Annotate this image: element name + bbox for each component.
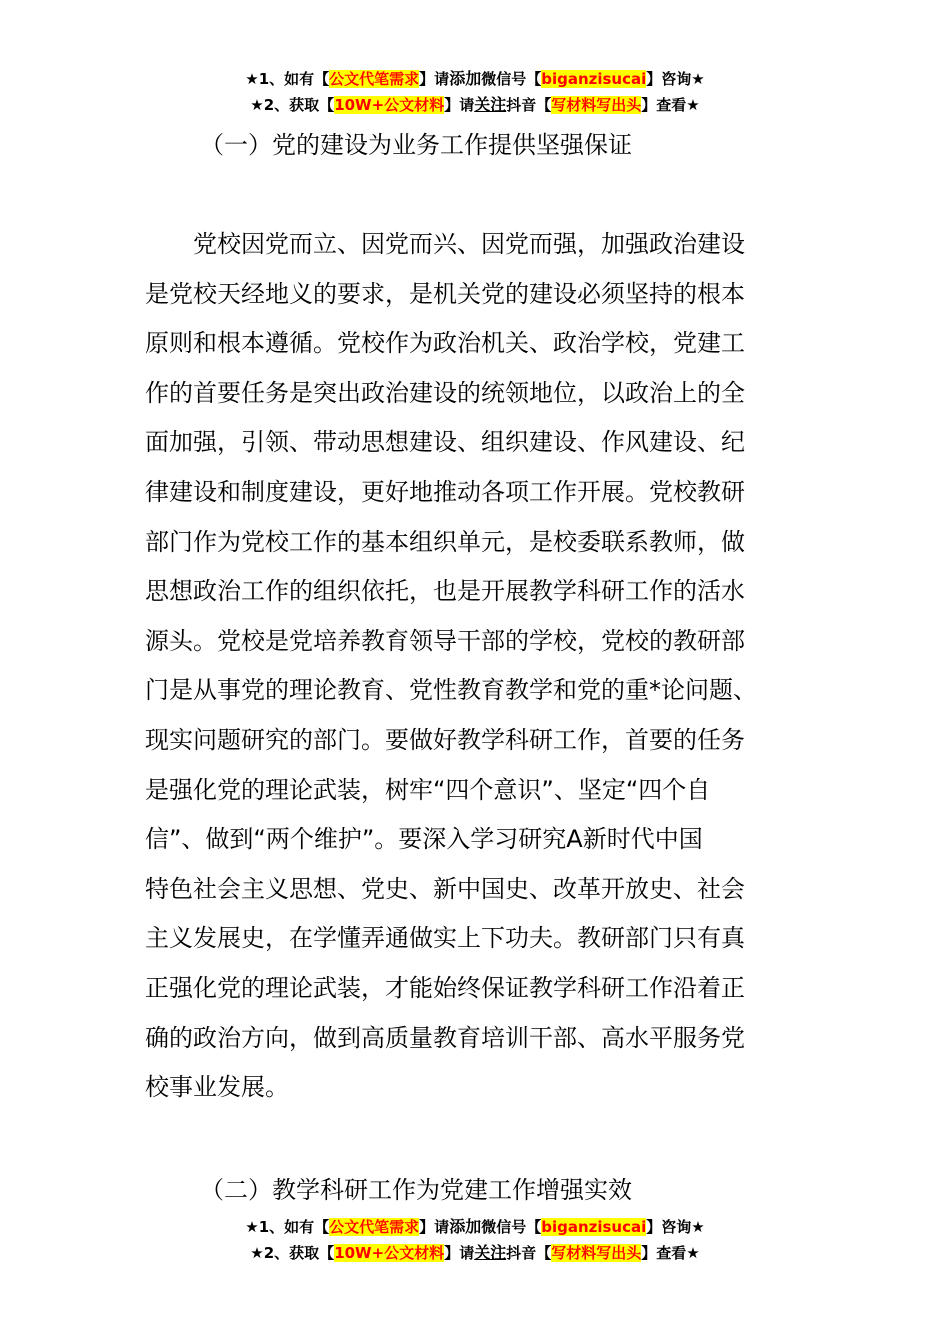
section-heading-2: （二）教学科研工作为党建工作增强实效 <box>200 1176 632 1204</box>
highlight-wechat-id: biganzisucai <box>541 1218 647 1236</box>
paragraph-line: 是党校天经地义的要求，是机关党的建设必须坚持的根本 <box>145 279 745 308</box>
promo-line-2: ★2、获取【10W+公文材料】请关注抖音【写材料写出头】查看★ <box>250 95 700 114</box>
paragraph-line: 主义发展史，在学懂弄通做实上下功夫。教研部门只有真 <box>145 924 745 953</box>
paragraph-line: 党校因党而立、因党而兴、因党而强，加强政治建设 <box>145 230 745 258</box>
paragraph-line: 校事业发展。 <box>145 1073 289 1102</box>
highlight-materials: 10W+公文材料 <box>334 1244 445 1262</box>
highlight-service: 公文代笔需求 <box>329 70 420 88</box>
promo-banner-top <box>0 66 950 118</box>
paragraph-line: 源头。党校是党培养教育领导干部的学校，党校的教研部 <box>145 626 745 655</box>
paragraph-line: 门是从事党的理论教育、党性教育教学和党的重*论问题、 <box>145 676 757 705</box>
paragraph-line: 确的政治方向，做到高质量教育培训干部、高水平服务党 <box>145 1023 745 1052</box>
paragraph-line: 面加强，引领、带动思想建设、组织建设、作风建设、纪 <box>145 428 745 457</box>
highlight-douyin: 写材料写出头 <box>551 1244 642 1262</box>
paragraph-line: 是强化党的理论武装，树牢“四个意识”、坚定“四个自 <box>145 775 711 804</box>
highlight-douyin: 写材料写出头 <box>551 96 642 114</box>
paragraph-line: 原则和根本遵循。党校作为政治机关、政治学校，党建工 <box>145 329 745 358</box>
paragraph-line: 作的首要任务是突出政治建设的统领地位，以政治上的全 <box>145 378 745 407</box>
promo-line-2: ★2、获取【10W+公文材料】请关注抖音【写材料写出头】查看★ <box>250 1243 700 1262</box>
body-paragraph <box>145 220 810 1113</box>
promo-line-1: ★1、如有【公文代笔需求】请添加微信号【biganzisucai】咨询★ <box>245 69 705 88</box>
paragraph-line: 部门作为党校工作的基本组织单元，是校委联系教师，做 <box>145 527 745 556</box>
paragraph-line: 现实问题研究的部门。要做好教学科研工作，首要的任务 <box>145 725 745 754</box>
highlight-service: 公文代笔需求 <box>329 1218 420 1236</box>
paragraph-line: 特色社会主义思想、党史、新中国史、改革开放史、社会 <box>145 874 745 903</box>
paragraph-line: 律建设和制度建设，更好地推动各项工作开展。党校教研 <box>145 477 745 506</box>
promo-banner-bottom <box>0 1214 950 1266</box>
section-heading-1: （一）党的建设为业务工作提供坚强保证 <box>200 131 632 159</box>
highlight-materials: 10W+公文材料 <box>334 96 445 114</box>
paragraph-line: 信”、做到“两个维护”。要深入学习研究A新时代中国 <box>145 825 703 854</box>
paragraph-line: 正强化党的理论武装，才能始终保证教学科研工作沿着正 <box>145 973 745 1002</box>
promo-line-1: ★1、如有【公文代笔需求】请添加微信号【biganzisucai】咨询★ <box>245 1217 705 1236</box>
paragraph-line: 思想政治工作的组织依托，也是开展教学科研工作的活水 <box>145 577 745 606</box>
highlight-wechat-id: biganzisucai <box>541 70 647 88</box>
